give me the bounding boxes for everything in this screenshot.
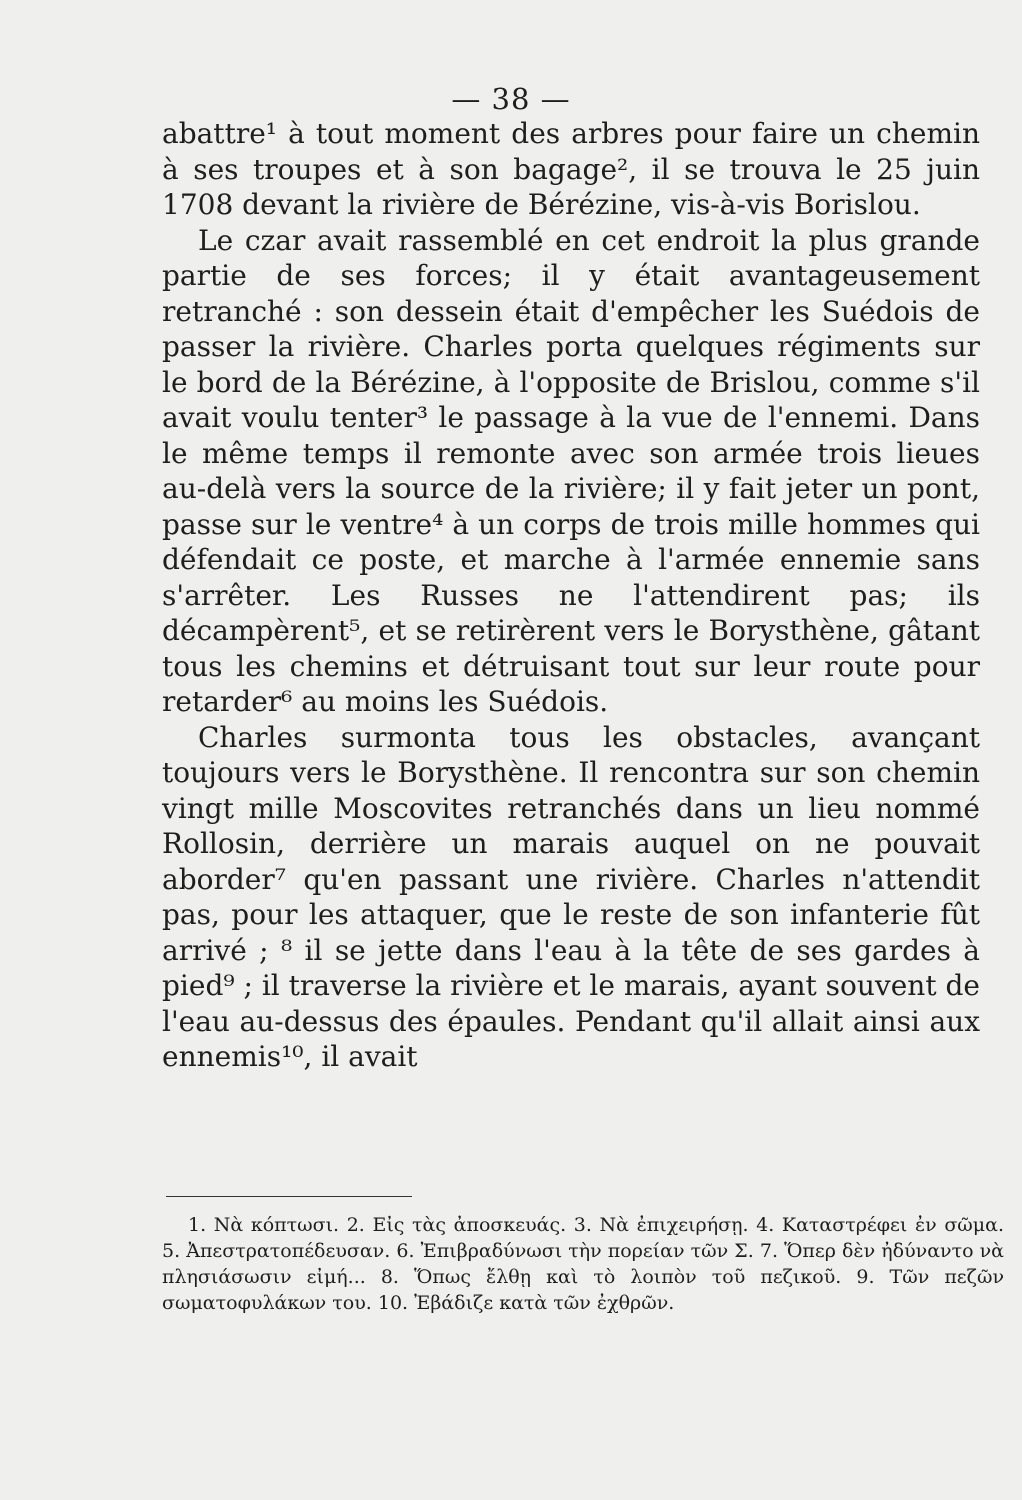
paragraph-continuation: abattre¹ à tout moment des arbres pour faire un chemin à ses troupes et à son bagage², il se trouva le 25 juin 1708 devant la rivière de Bérézine, vis-à-vis Borislou. (162, 117, 980, 221)
main-text (162, 116, 980, 1075)
paragraph-charles: Charles surmonta tous les obstacles, avançant toujours vers le Borysthène. Il rencontra sur son chemin vingt mille Moscovites retranchés dans un lieu nommé Rollosin, derrière un marais auquel on ne pouvait aborder⁷ qu'en passant une rivière. Charles n'attendit pas, pour les attaquer, que le reste de son infanterie fût arrivé ; ⁸ il se jette dans l'eau à la tête de ses gardes à pied⁹ ; il traverse la rivière et le marais, ayant souvent de l'eau au-dessus des épaules. Pendant qu'il allait ainsi aux ennemis¹⁰, il avait (162, 720, 980, 1073)
footnote-text: 1. Νὰ κόπτωσι. 2. Εἰς τὰς ἀποσκευάς. 3. Νὰ ἐπιχειρήσῃ. 4. Καταστρέφει ἐν σῶμα. 5. Ἀπεστρατοπέδευσαν. 6. Ἐπιβραδύνωσι τὴν πορείαν τῶν Σ. 7. Ὅπερ δὲν ἠδύναντο νὰ πλησιάσωσιν εἰμή... 8. Ὅπως ἔλθῃ καὶ τὸ λοιπὸν τοῦ πεζικοῦ. 9. Τῶν πεζῶν σωματοφυλάκων του. 10. Ἐβάδιζε κατὰ τῶν ἐχθρῶν. (162, 1214, 1004, 1314)
footnote-rule (166, 1196, 412, 1197)
page-number: — 38 — (451, 82, 571, 116)
footnotes (162, 1212, 1004, 1316)
paragraph-czar: Le czar avait rassemblé en cet endroit la plus grande partie de ses forces; il y était avantageusement retranché : son dessein était d'empêcher les Suédois de passer la rivière. Charles porta quelques régiments sur le bord de la Bérézine, à l'opposite de Brislou, comme s'il avait voulu tenter³ le passage à la vue de l'ennemi. Dans le même temps il remonte avec son armée trois lieues au-delà vers la source de la rivière; il y fait jeter un pont, passe sur le ventre⁴ à un corps de trois mille hommes qui défendait ce poste, et marche à l'armée ennemie sans s'arrêter. Les Russes ne l'attendirent pas; ils décampèrent⁵, et se retirèrent vers le Borysthène, gâtant tous les chemins et détruisant tout sur leur route pour retarder⁶ au moins les Suédois. (162, 223, 980, 718)
